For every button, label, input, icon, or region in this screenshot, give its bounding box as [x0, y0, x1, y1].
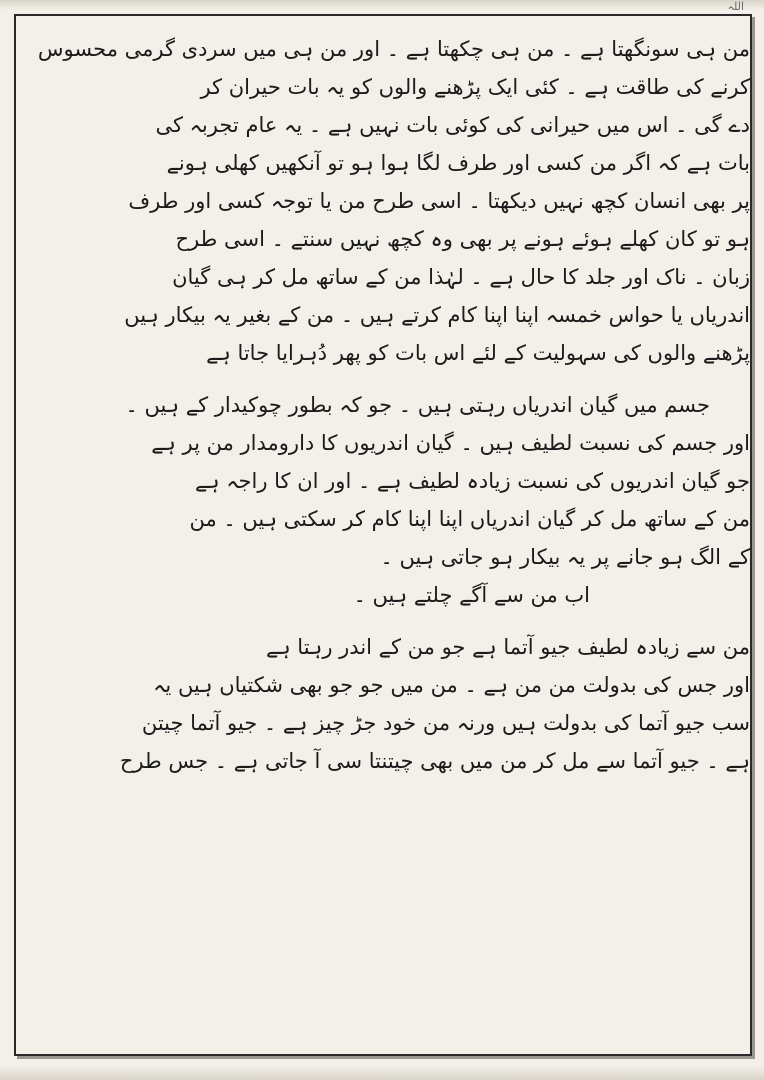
text-line: من سے زیادہ لطیف جیو آتما ہے جو من کے اندر رہتا ہے — [266, 635, 750, 659]
text-line: زبان ۔ ناک اور جلد کا حال ہے ۔ لہٰذا من کے ساتھ مل کر ہی گیان — [172, 265, 750, 289]
text-line: اور جسم کی نسبت لطیف ہیں ۔ گیان اندریوں کا دارومدار من پر ہے — [151, 431, 750, 455]
text-line: ہو تو کان کھلے ہوئے ہونے پر بھی وہ کچھ نہیں سنتے ۔ اسی طرح — [175, 227, 750, 251]
text-line: اندریاں یا حواس خمسہ اپنا اپنا کام کرتے ہیں ۔ من کے بغیر یہ بیکار ہیں — [124, 303, 750, 327]
text-line: پڑھنے والوں کی سہولیت کے لئے اس بات کو پھر دُہرایا جاتا ہے — [206, 341, 750, 365]
text-line: جو گیان اندریوں کی نسبت زیادہ لطیف ہے ۔ اور ان کا راجہ ہے — [194, 469, 750, 493]
text-line: اب من سے آگے چلتے ہیں ۔ — [353, 583, 590, 607]
paragraph-2 — [24, 386, 750, 576]
text-line: من ہی سونگھتا ہے ۔ من ہی چکھتا ہے ۔ اور من ہی میں سردی گرمی محسوس — [37, 37, 750, 61]
page-top-edge — [0, 0, 764, 10]
text-line: پر بھی انسان کچھ نہیں دیکھتا ۔ اسی طرح من یا توجہ کسی اور طرف — [128, 189, 750, 213]
text-line: اور جس کی بدولت من من ہے ۔ من میں جو جو بھی شکتیاں ہیں یہ — [153, 673, 750, 697]
paragraph-3 — [24, 576, 750, 614]
text-line: سب جیو آتما کی بدولت ہیں ورنہ من خود جڑ چیز ہے ۔ جیو آتما چیتن — [141, 711, 750, 735]
text-line: من کے ساتھ مل کر گیان اندریاں اپنا اپنا کام کر سکتی ہیں ۔ من — [189, 507, 750, 531]
handwritten-text-block — [24, 30, 750, 780]
text-line: جسم میں گیان اندریاں رہتی ہیں ۔ جو کہ بطور چوکیدار کے ہیں ۔ — [125, 393, 710, 417]
page-mark: اللہ — [727, 0, 744, 13]
text-line: ہے ۔ جیو آتما سے مل کر من میں بھی چیتنتا سی آ جاتی ہے ۔ جس طرح — [119, 749, 750, 773]
text-line: دے گی ۔ اس میں حیرانی کی کوئی بات نہیں ہے ۔ یہ عام تجربہ کی — [155, 113, 750, 137]
paragraph-1 — [24, 30, 750, 372]
paragraph-4 — [24, 628, 750, 780]
page-bottom-edge — [0, 1066, 764, 1080]
text-line: کے الگ ہو جانے پر یہ بیکار ہو جاتی ہیں ۔ — [380, 545, 750, 569]
text-line: کرنے کی طاقت ہے ۔ کئی ایک پڑھنے والوں کو یہ بات حیران کر — [200, 75, 750, 99]
text-line: بات ہے کہ اگر من کسی اور طرف لگا ہوا ہو تو آنکھیں کھلی ہونے — [166, 151, 750, 175]
